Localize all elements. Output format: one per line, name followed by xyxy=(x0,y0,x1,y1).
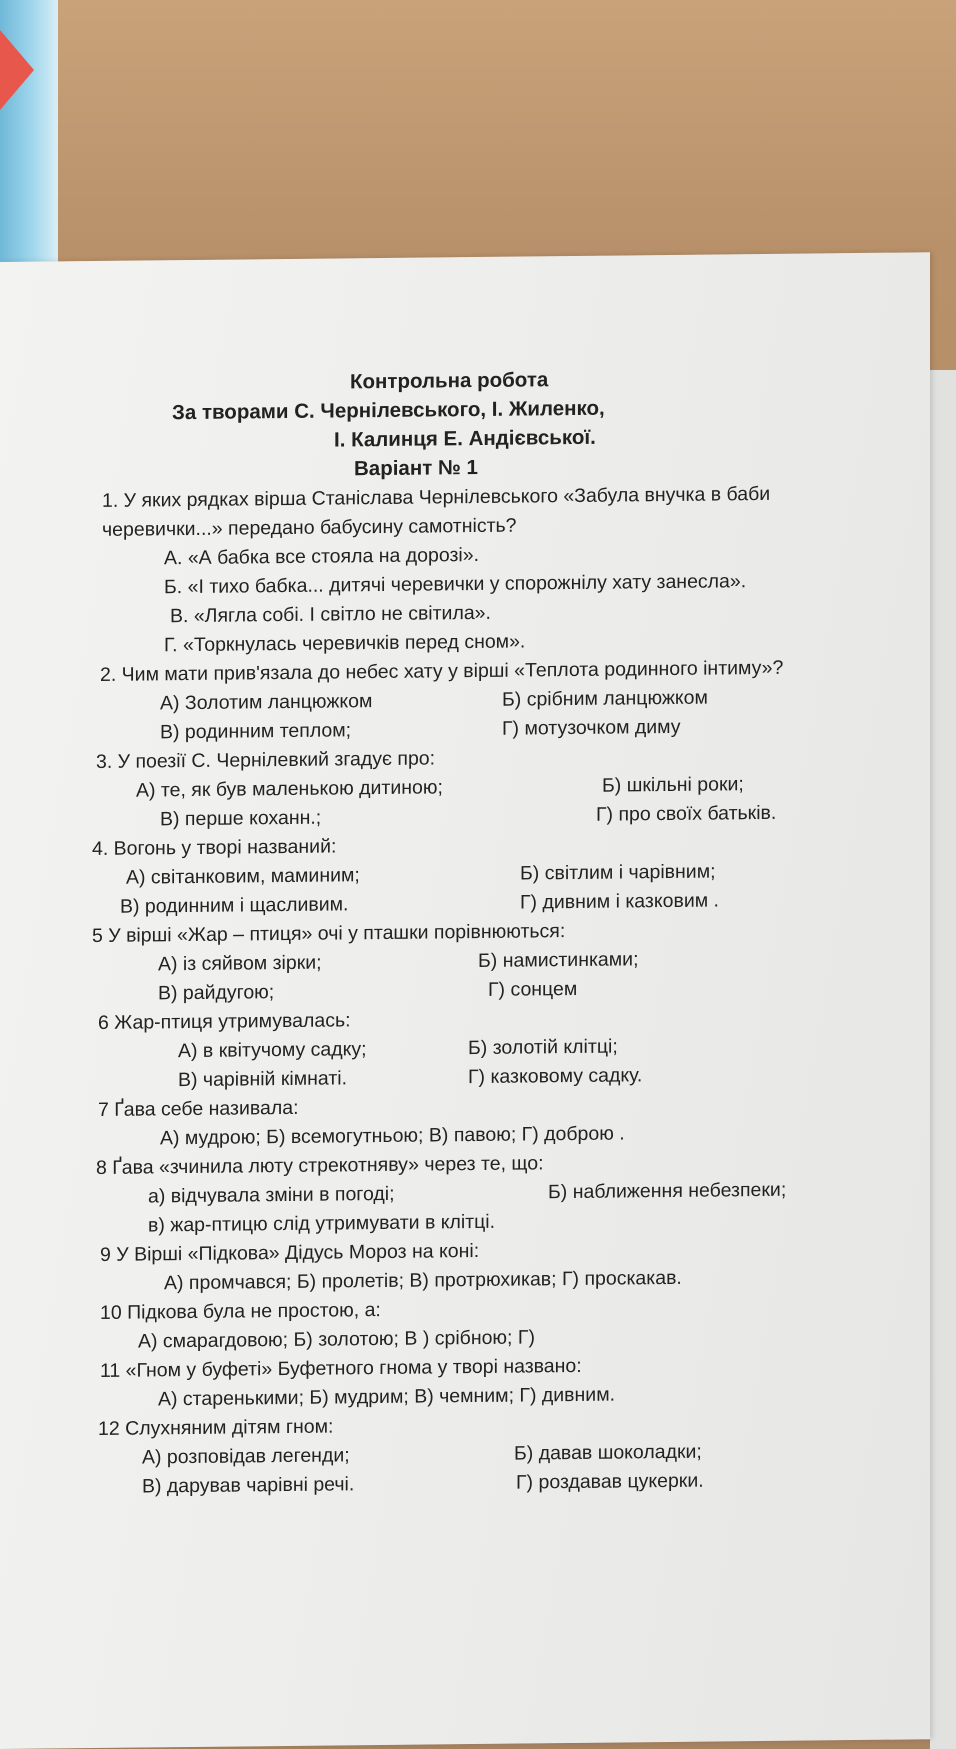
q5-option-a: А) із сяйвом зірки; xyxy=(158,951,322,976)
q6-option-b: Б) золотій клітці; xyxy=(468,1035,618,1060)
blue-box-object xyxy=(0,0,58,292)
doc-variant: Варіант № 1 xyxy=(354,455,478,481)
q2-option-a: А) Золотим ланцюжком xyxy=(160,690,373,715)
q8-option-a: а) відчувала зміни в погоді; xyxy=(148,1182,395,1208)
q7-options: А) мудрою; Б) всемогутньою; В) павою; Г) доброю . xyxy=(160,1122,625,1150)
question-8: 8 Ґава «зчинила люту стрекотняву» через те, що: xyxy=(96,1152,544,1179)
q4-option-b: Б) світлим і чарівним; xyxy=(520,860,716,885)
q5-option-c: В) райдугою; xyxy=(158,981,275,1005)
doc-title: Контрольна робота xyxy=(350,368,549,394)
q2-option-c: В) родинним теплом; xyxy=(160,719,352,744)
q12-option-b: Б) давав шоколадки; xyxy=(514,1440,702,1465)
q3-option-d: Г) про своїх батьків. xyxy=(596,801,777,826)
question-10: 10 Підкова була не простою, а: xyxy=(100,1299,381,1324)
q9-options: А) промчався; Б) пролетів; В) протрюхикав; Г) проскакав. xyxy=(164,1266,682,1295)
question-9: 9 У Вірші «Підкова» Дідусь Мороз на коні: xyxy=(100,1239,480,1266)
background-sheet-edge xyxy=(930,370,956,1749)
q4-option-c: В) родинним і щасливим. xyxy=(120,893,349,918)
question-12: 12 Слухняним дітям гном: xyxy=(98,1415,334,1440)
q11-options: А) старенькими; Б) мудрим; В) чемним; Г) дивним. xyxy=(158,1383,616,1411)
test-paper xyxy=(0,252,930,1749)
q12-option-a: А) розповідав легенди; xyxy=(142,1444,350,1469)
doc-subtitle-2: І. Калинця Е. Андієвської. xyxy=(334,425,596,452)
question-2: 2. Чим мати прив'язала до небес хату у вірші «Теплота родинного інтиму»? xyxy=(100,656,784,686)
q3-option-a: А) те, як був маленькою дитиною; xyxy=(136,776,443,802)
question-6: 6 Жар-птиця утримувалась: xyxy=(98,1009,351,1034)
q1-option-d: Г. «Торкнулась черевичків перед сном». xyxy=(164,630,526,657)
q2-option-d: Г) мотузочком диму xyxy=(502,715,681,740)
q5-option-b: Б) намистинками; xyxy=(478,948,639,972)
q1-option-b: Б. «І тихо бабка... дитячі черевички у спорожнілу хату занесла». xyxy=(164,570,747,599)
q6-option-d: Г) казковому садку. xyxy=(468,1064,643,1089)
q8-option-c: в) жар-птицю слід утримувати в клітці. xyxy=(148,1210,496,1237)
doc-subtitle-1: За творами С. Чернілевського, І. Жиленко, xyxy=(172,396,605,425)
q12-option-d: Г) роздавав цукерки. xyxy=(516,1469,704,1494)
q3-option-c: В) перше коханн.; xyxy=(160,806,322,831)
q4-option-a: А) світанковим, маминим; xyxy=(126,864,360,889)
question-5: 5 У вірші «Жар – птиця» очі у пташки порівнюються: xyxy=(92,920,566,948)
question-11: 11 «Гном у буфеті» Буфетного гнома у творі названо: xyxy=(100,1354,582,1382)
question-1: 1. У яких рядках вірша Станіслава Чернілевського «Забула внучка в баби xyxy=(102,482,771,512)
q10-options: А) смарагдовою; Б) золотою; В ) срібною; Г) xyxy=(138,1326,535,1353)
question-7: 7 Ґава себе називала: xyxy=(98,1096,299,1121)
q6-option-c: В) чарівній кімнаті. xyxy=(178,1067,348,1092)
question-3: 3. У поезії С. Чернілевкий згадує про: xyxy=(96,747,436,773)
q5-option-d: Г) сонцем xyxy=(488,977,578,1001)
q3-option-b: Б) шкільні роки; xyxy=(602,773,744,797)
q1-option-a: А. «А бабка все стояла на дорозі». xyxy=(164,543,479,570)
q12-option-c: В) дарував чарівні речі. xyxy=(142,1473,355,1498)
q8-option-b: Б) наближення небезпеки; xyxy=(548,1178,787,1204)
question-4: 4. Вогонь у творі названий: xyxy=(92,835,337,861)
q4-option-d: Г) дивним і казковим . xyxy=(520,889,719,914)
q6-option-a: А) в квітучому садку; xyxy=(178,1038,367,1063)
q2-option-b: Б) срібним ланцюжком xyxy=(502,686,708,711)
q1-option-c: В. «Лягла собі. І світло не світила». xyxy=(170,601,491,628)
question-1-cont: черевички...» передано бабусину самотність? xyxy=(102,514,517,541)
